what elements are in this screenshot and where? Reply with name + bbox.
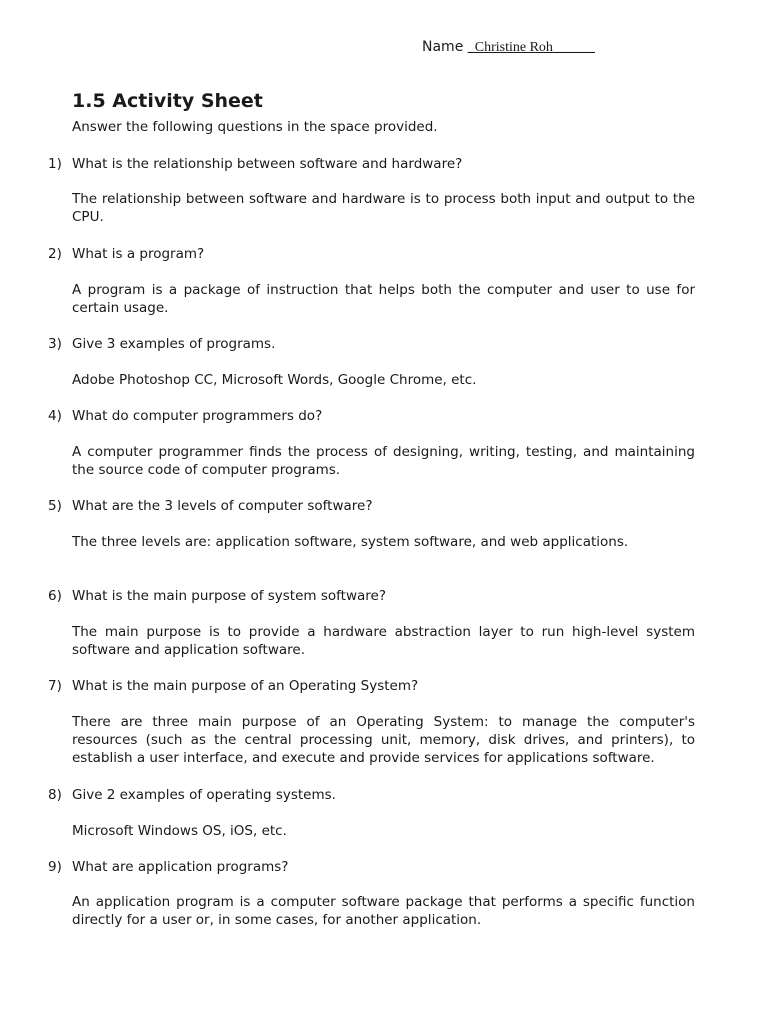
question-number: 4) [48,408,62,424]
question-text: What is the relationship between software and hardware? [72,156,463,172]
question-number: 3) [48,336,62,352]
answer-2: A program is a package of instruction that helps both the computer and user to use for certain usage. [72,282,695,316]
answer-3: Adobe Photoshop CC, Microsoft Words, Google Chrome, etc. [72,372,477,388]
question-number: 5) [48,498,62,514]
question-text: Give 2 examples of operating systems. [72,787,336,803]
page-title: 1.5 Activity Sheet [72,90,263,112]
answer-5: The three levels are: application software, system software, and web applications. [72,534,629,550]
question-text: What is the main purpose of system software? [72,588,386,604]
name-field [422,39,595,56]
answer-6: The main purpose is to provide a hardware abstraction layer to run high-level system software and application software. [72,624,695,658]
answer-7: There are three main purpose of an Operating System: to manage the computer's resources (such as the central processing unit, memory, disk drives, and printers), to establish a user interface, and execute and provide services for applications software. [72,714,695,766]
question-text: What are the 3 levels of computer software? [72,498,373,514]
name-value: _Christine Roh______ [467,40,595,55]
answer-4: A computer programmer finds the process of designing, writing, testing, and maintaining the source code of computer programs. [72,444,695,478]
answer-1: The relationship between software and hardware is to process both input and output to the CPU. [72,191,695,225]
question-number: 8) [48,787,62,803]
question-number: 2) [48,246,62,262]
question-number: 7) [48,678,62,694]
question-text: What is a program? [72,246,205,262]
question-number: 6) [48,588,62,604]
answer-8: Microsoft Windows OS, iOS, etc. [72,823,287,839]
question-number: 9) [48,859,62,875]
instructions-text: Answer the following questions in the space provided. [72,119,438,135]
question-text: Give 3 examples of programs. [72,336,276,352]
answer-9: An application program is a computer software package that performs a specific function directly for a user or, in some cases, for another application. [72,894,695,928]
question-text: What do computer programmers do? [72,408,323,424]
question-text: What is the main purpose of an Operating System? [72,678,419,694]
name-label: Name [422,39,464,55]
question-text: What are application programs? [72,859,289,875]
question-number: 1) [48,156,62,172]
